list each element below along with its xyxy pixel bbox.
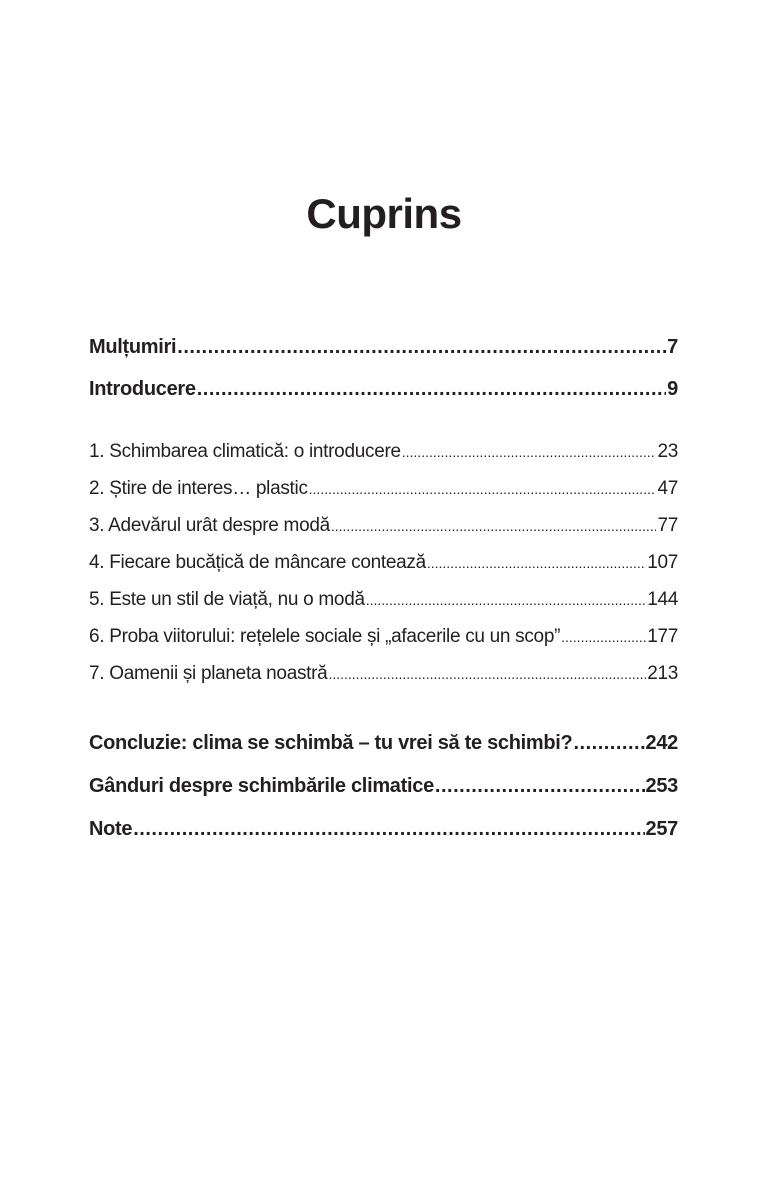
toc-entry-page: 9 xyxy=(667,378,678,400)
dot-leader xyxy=(561,626,646,648)
toc-entry[interactable] xyxy=(89,441,678,463)
toc-entry-page: 23 xyxy=(657,441,678,462)
toc-entry-title: 4. Fiecare bucățică de mâncare contează xyxy=(89,552,426,573)
toc-entry-title: 5. Este un stil de viață, nu o modă xyxy=(89,589,365,610)
toc-entry[interactable] xyxy=(89,589,678,611)
toc-entry[interactable] xyxy=(89,378,678,401)
toc-entry-page: 177 xyxy=(647,626,678,647)
toc-entry[interactable] xyxy=(89,732,678,755)
toc-entry[interactable] xyxy=(89,515,678,537)
toc-entry-title: 3. Adevărul urât despre modă xyxy=(89,515,330,536)
toc-entry-title: Mulțumiri xyxy=(89,336,177,358)
dot-leader xyxy=(435,775,645,798)
toc-entry-title: Gânduri despre schimbările climatice xyxy=(89,775,434,797)
toc-entry-page: 47 xyxy=(657,478,678,499)
toc-entry[interactable] xyxy=(89,775,678,798)
toc-entry[interactable] xyxy=(89,478,678,500)
dot-leader xyxy=(573,732,644,755)
dot-leader xyxy=(177,336,666,359)
toc-entry[interactable] xyxy=(89,663,678,685)
toc-entry-page: 253 xyxy=(645,775,678,797)
toc-entry-title: 7. Oamenii și planeta noastră xyxy=(89,663,328,684)
dot-leader xyxy=(402,441,657,463)
toc-entry-page: 213 xyxy=(647,663,678,684)
toc-entry[interactable] xyxy=(89,336,678,359)
toc-entry[interactable] xyxy=(89,818,678,841)
toc-entry-title: Introducere xyxy=(89,378,196,400)
dot-leader xyxy=(197,378,666,401)
dot-leader xyxy=(366,589,646,611)
toc-entry-title: 6. Proba viitorului: rețelele sociale și „afacerile cu un scop” xyxy=(89,626,561,647)
toc-entry-page: 257 xyxy=(645,818,678,840)
toc-entry-title: 2. Știre de interes… plastic xyxy=(89,478,308,499)
toc-entry[interactable] xyxy=(89,626,678,648)
toc-entry-page: 144 xyxy=(647,589,678,610)
dot-leader xyxy=(427,552,646,574)
toc-entry-title: Note xyxy=(89,818,133,840)
dot-leader xyxy=(309,478,657,500)
toc-entry-page: 242 xyxy=(645,732,678,754)
toc-entry-title: 1. Schimbarea climatică: o introducere xyxy=(89,441,401,462)
toc-entry-page: 7 xyxy=(667,336,678,358)
dot-leader xyxy=(328,663,646,685)
toc-entry[interactable] xyxy=(89,552,678,574)
dot-leader xyxy=(133,818,644,841)
toc-entry-page: 107 xyxy=(647,552,678,573)
page-title: Cuprins xyxy=(306,190,462,237)
dot-leader xyxy=(331,515,657,537)
toc-entry-page: 77 xyxy=(657,515,678,536)
toc-entry-title: Concluzie: clima se schimbă – tu vrei să te schimbi? xyxy=(89,732,573,754)
